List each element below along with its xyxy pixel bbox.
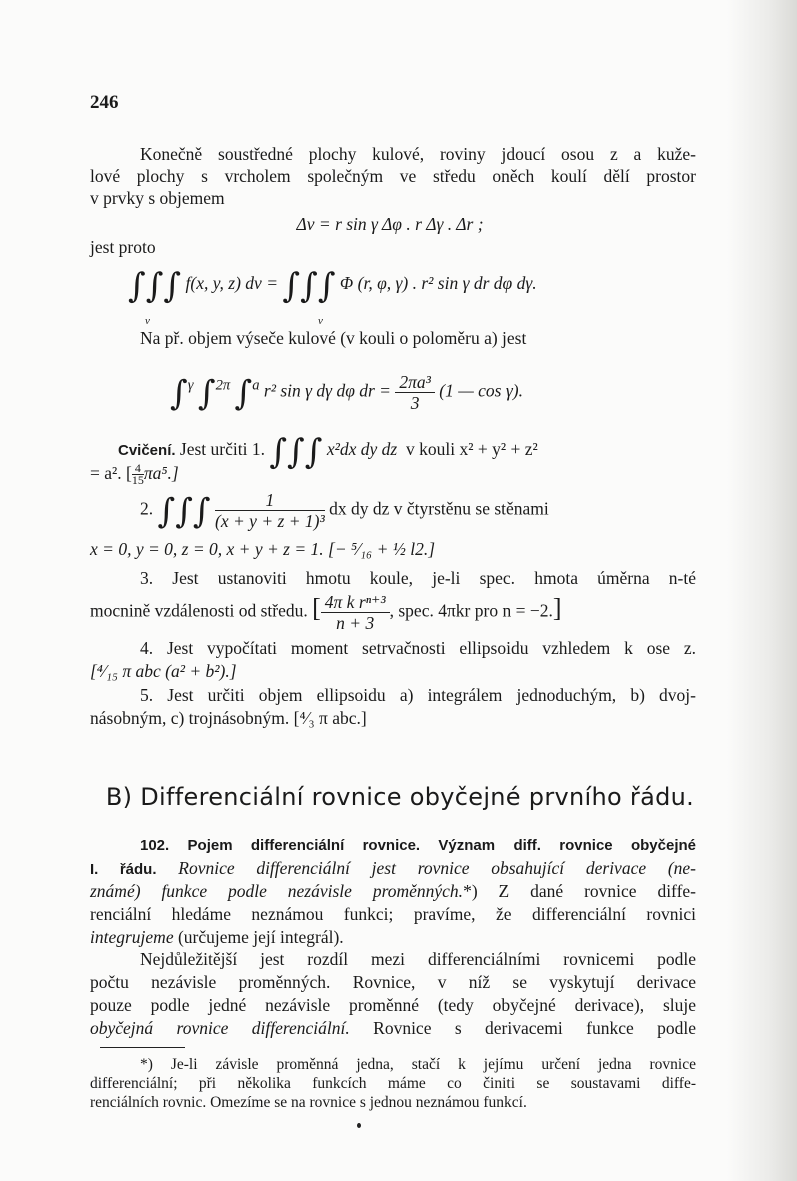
footnote-line: *) Je-li závisle proměnná jedna, stačí k jejímu určení jedna rovnice: [140, 1056, 696, 1073]
integral-sign: ∫∫∫: [157, 491, 211, 532]
paragraph-line: I. řádu. Rovnice differenciální jest rovnice obsahující derivace (ne-: [90, 858, 696, 878]
exercise-2-answer: x = 0, y = 0, z = 0, x + y + z = 1. [− ⁵⁄₁₆ + ½ l2.]: [90, 539, 436, 559]
page-edge-shadow: [727, 0, 797, 1181]
exercise-4: 4. Jest vypočítati moment setrvačnosti ellipsoidu vzhledem k ose z.: [140, 638, 696, 658]
paragraph-line: známé) funkce podle nezávisle proměnných.*) Z dané rovnice diffe-: [90, 881, 696, 901]
integral-domain-label: v: [318, 315, 323, 327]
integral-sign: ∫: [234, 373, 253, 414]
paragraph-line: v prvky s objemem: [90, 188, 225, 208]
integral-sign: ∫∫∫: [269, 432, 323, 472]
exercise-1-answer: = a². [ $\frac{4}{15}$ πa⁵.]: [90, 461, 179, 488]
exercises-label: Cvičení.: [118, 442, 176, 459]
exercise-1: Cvičení. Jest určiti 1. ∫∫∫ x²dx dy dz v kouli x² + y² + z²: [118, 432, 538, 472]
ink-speck: [357, 1123, 361, 1128]
exercise-5: 5. Jest určiti objem ellipsoidu a) integrálem jednoduchým, b) dvoj-: [140, 685, 696, 705]
paragraph-line: lové plochy s vrcholem společným ve středu oněch koulí dělí prostor: [90, 166, 696, 186]
equation-volume-element: Δv = r sin γ Δφ . r Δγ . Δr ;: [296, 214, 484, 234]
section-heading: B) Differenciální rovnice obyčejné prvního řádu.: [105, 783, 695, 811]
paragraph-line: Nejdůležitější jest rozdíl mezi differenciálními rovnicemi podle: [140, 949, 696, 969]
page-number: 246: [90, 92, 119, 113]
integral-sign: ∫∫∫: [128, 266, 182, 306]
exercise-4-answer: [⁴⁄₁₅ π abc (a² + b²).]: [90, 661, 237, 681]
exercise-2: 2. ∫∫∫ $\frac{1}{\text{(x + y + z + 1)³}}$ dx dy dz v čtyrstěnu se stěnami: [140, 490, 549, 532]
exercise-3-answer: mocnině vzdálenosti od středu. [ $\frac{\text{4π k rⁿ⁺³}}{n + 3}$ , spec. 4πkr pro n = −2.]: [90, 592, 562, 633]
footnote-line: renciálních rovnic. Omezíme se na rovnice s jednou neznámou funkcí.: [90, 1094, 527, 1111]
section-102-title: 102. Pojem differenciální rovnice. Význam diff. rovnice obyčejné: [140, 837, 696, 854]
integral-sign: ∫: [170, 373, 188, 414]
paragraph-line: pouze podle jedné nezávisle proměnné (tedy obyčejné derivace), sluje: [90, 995, 696, 1015]
footnote-line: differenciální; při několika funkcích máme co činiti se soustavami diffe-: [90, 1075, 696, 1092]
integral-domain-label: v: [145, 315, 150, 327]
paragraph-line: obyčejná rovnice differenciální. Rovnice s derivacemi funkce podle: [90, 1018, 697, 1038]
fraction: $\frac{\text{2πa³}}{3}$: [395, 372, 435, 413]
footnote-divider: [100, 1047, 185, 1048]
paragraph-line: Na př. objem výseče kulové (v kouli o poloměru a) jest: [140, 328, 527, 348]
fraction: $\frac{\text{4π k rⁿ⁺³}}{n + 3}$: [321, 592, 390, 633]
integral-sign: ∫: [197, 373, 216, 414]
paragraph-line: integrujeme (určujeme její integrál).: [90, 927, 344, 947]
paragraph-line: Konečně soustředné plochy kulové, roviny jdoucí osou z a kuže-: [140, 144, 696, 164]
paragraph-line: počtu nezávisle proměnných. Rovnice, v níž se vyskytují derivace: [90, 972, 696, 992]
equation-triple-integral: ∫∫∫ f(x, y, z) dv = ∫∫∫ Φ (r, φ, γ) . r² sin γ dr dφ dγ.: [128, 266, 537, 306]
exercise-3: 3. Jest ustanoviti hmotu koule, je-li spec. hmota úměrna n-té: [140, 568, 696, 588]
paragraph-line: renciální hledáme neznámou funkci; pravíme, že differenciální rovnici: [90, 904, 696, 924]
integral-sign: ∫∫∫: [282, 266, 336, 306]
paragraph-line: jest proto: [90, 237, 156, 257]
equation-sector-volume: ∫$^\gamma$ ∫$^{2\pi}$ ∫$^a$ r² sin γ dγ dφ dr = $\frac{\text{2πa³}}{3}$ (1 — cos γ).: [170, 372, 523, 414]
fraction: $\frac{1}{\text{(x + y + z + 1)³}}$: [215, 490, 325, 531]
exercise-5-answer: násobným, c) trojnásobným. [⁴⁄₃ π abc.]: [90, 708, 367, 728]
